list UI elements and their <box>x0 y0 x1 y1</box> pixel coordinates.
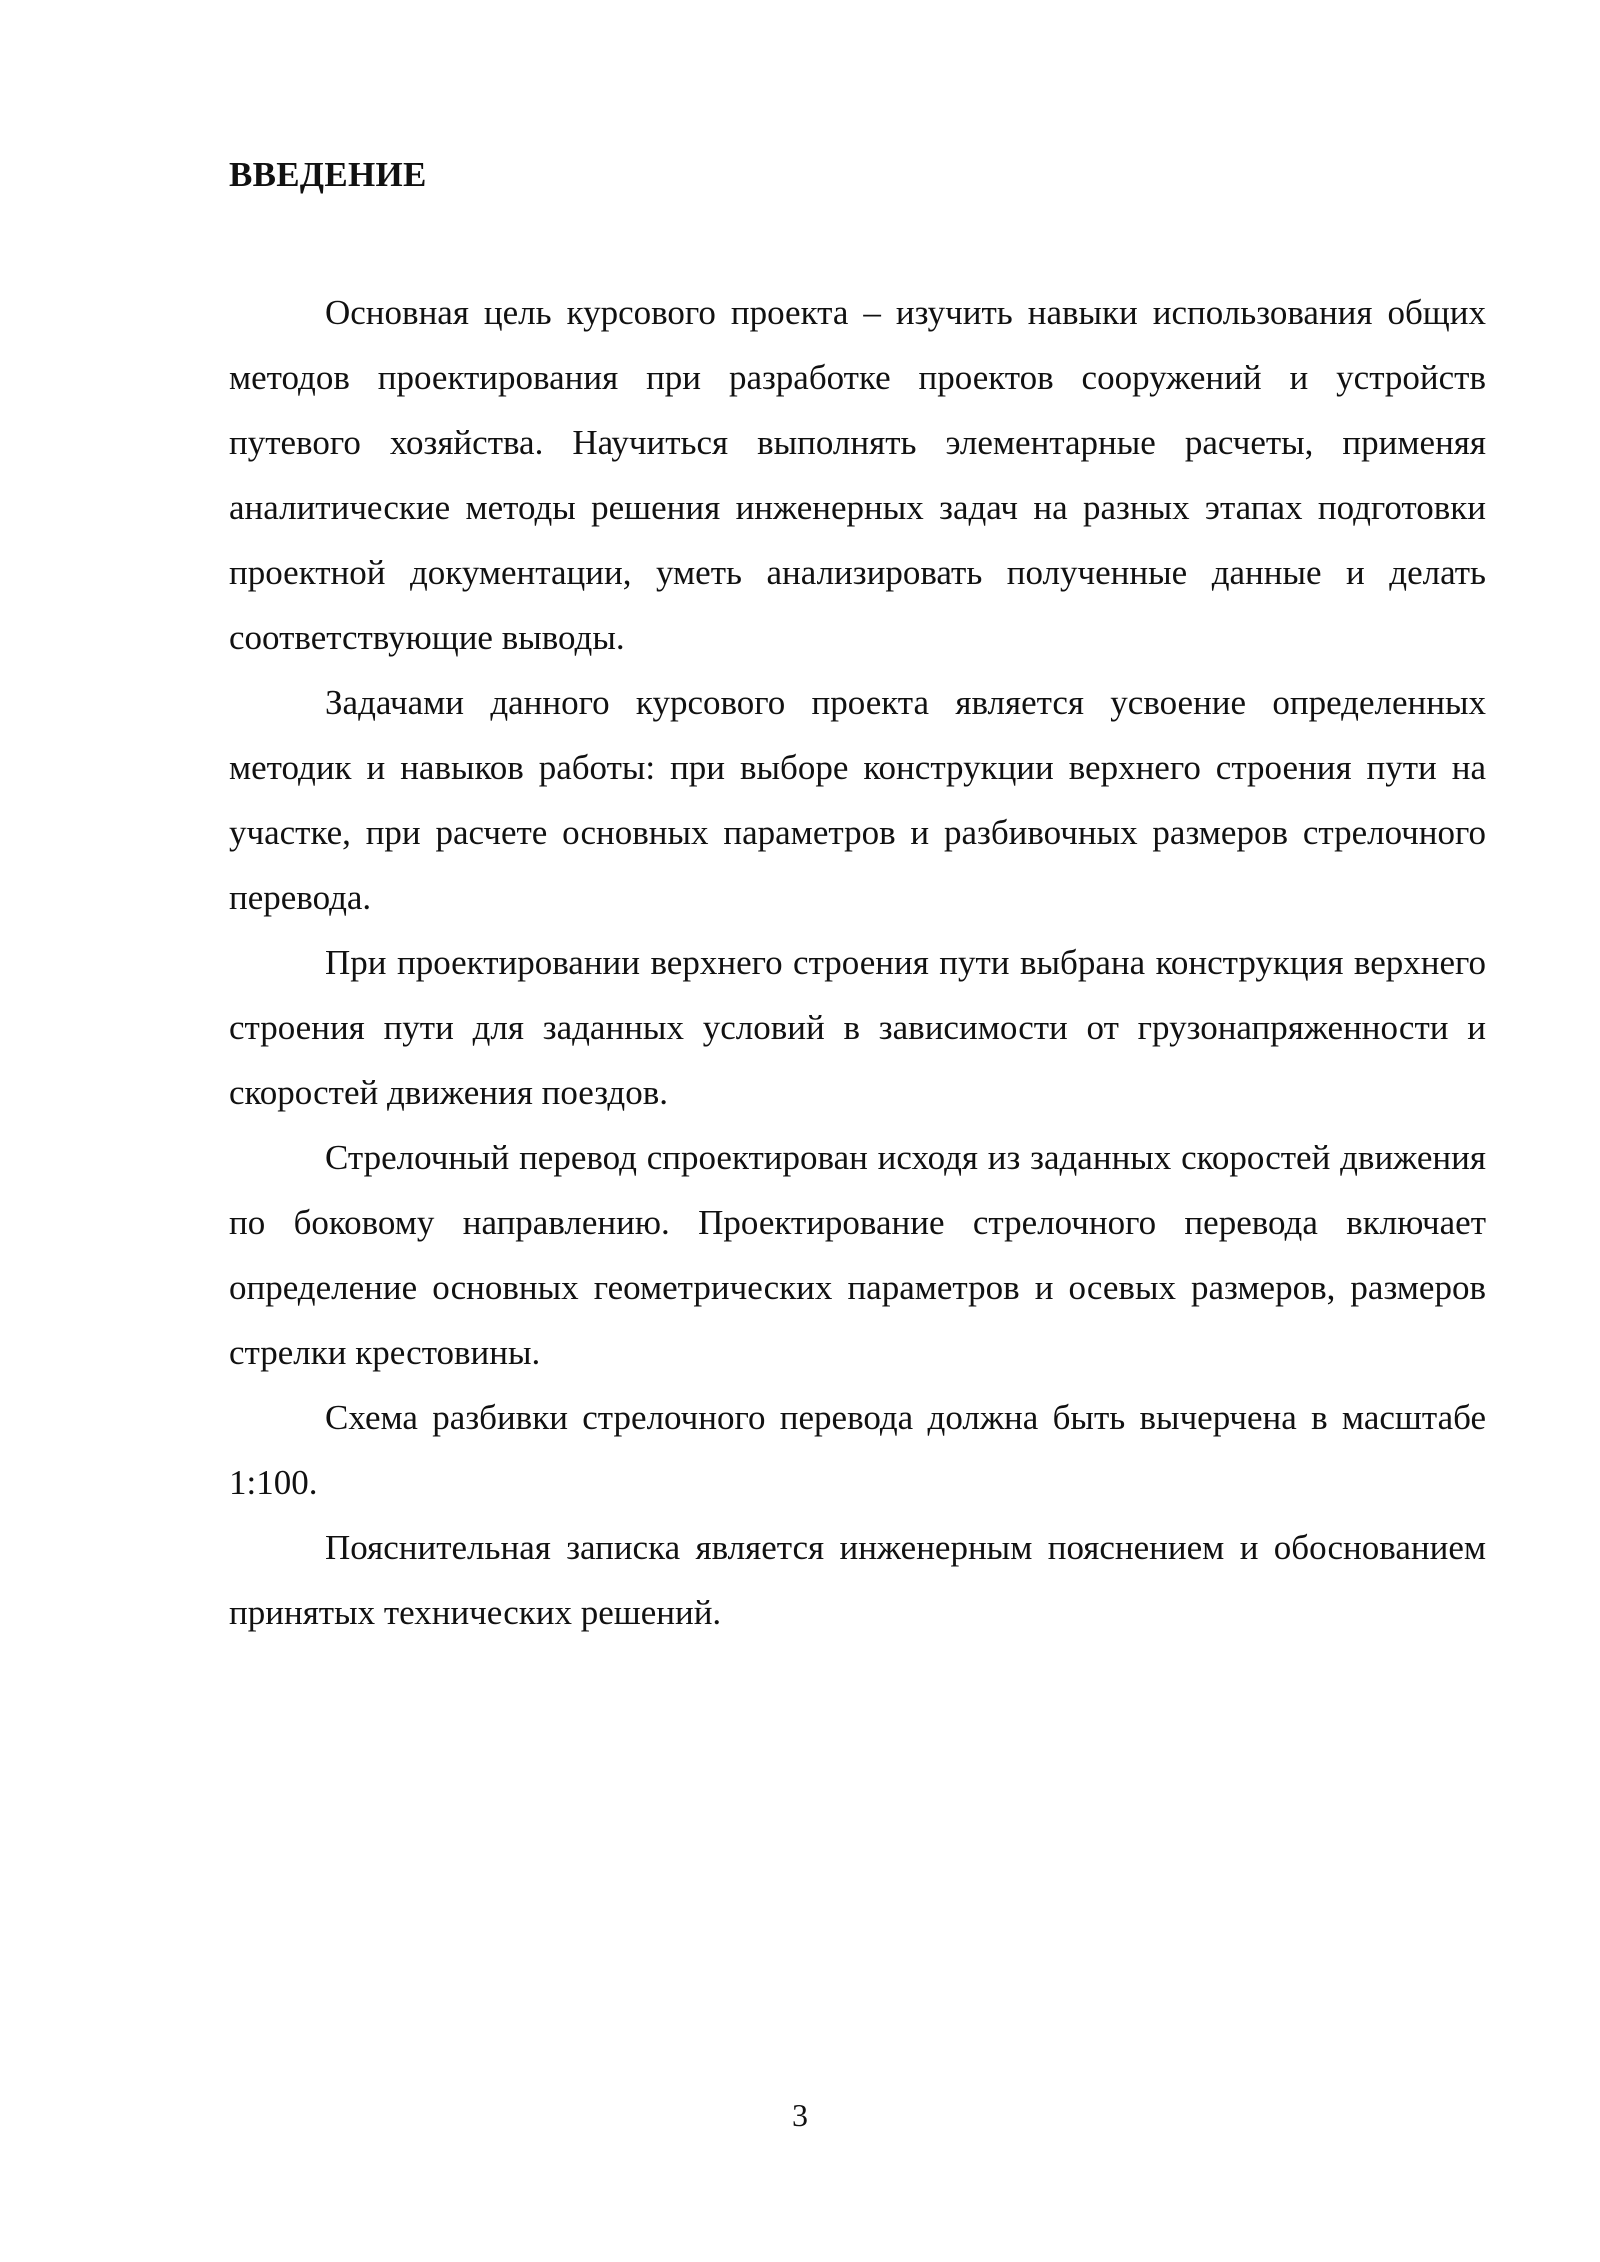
paragraph-tasks: Задачами данного курсового проекта является усвоение определенных методик и навыков работы: при выборе конструкции верхнего строения пути на участке, при расчете основных параметров и разбивочных размеров стрелочного перевода. <box>229 683 1486 917</box>
paragraph-layout-scheme: Схема разбивки стрелочного перевода должна быть вычерчена в масштабе 1:100. <box>229 1398 1486 1502</box>
paragraph-track-design: При проектировании верхнего строения пути выбрана конструкция верхнего строения пути для заданных условий в зависимости от грузонапряженности и скоростей движения поездов. <box>229 943 1486 1112</box>
page-number: 3 <box>792 2097 808 2133</box>
section-heading: ВВЕДЕНИЕ <box>229 155 427 194</box>
paragraph-explanatory-note: Пояснительная записка является инженерным пояснением и обоснованием принятых технических решений. <box>229 1528 1486 1632</box>
page-content <box>229 150 1486 1645</box>
paragraph-switch-design: Стрелочный перевод спроектирован исходя из заданных скоростей движения по боковому направлению. Проектирование стрелочного перевода включает определение основных геометрических параметров и осевых размеров, размеров стрелки крестовины. <box>229 1138 1486 1372</box>
paragraph-goal: Основная цель курсового проекта – изучить навыки использования общих методов проектирования при разработке проектов сооружений и устройств путевого хозяйства. Научиться выполнять элементарные расчеты, применяя аналитические методы решения инженерных задач на разных этапах подготовки проектной документации, уметь анализировать полученные данные и делать соответствующие выводы. <box>229 293 1486 657</box>
